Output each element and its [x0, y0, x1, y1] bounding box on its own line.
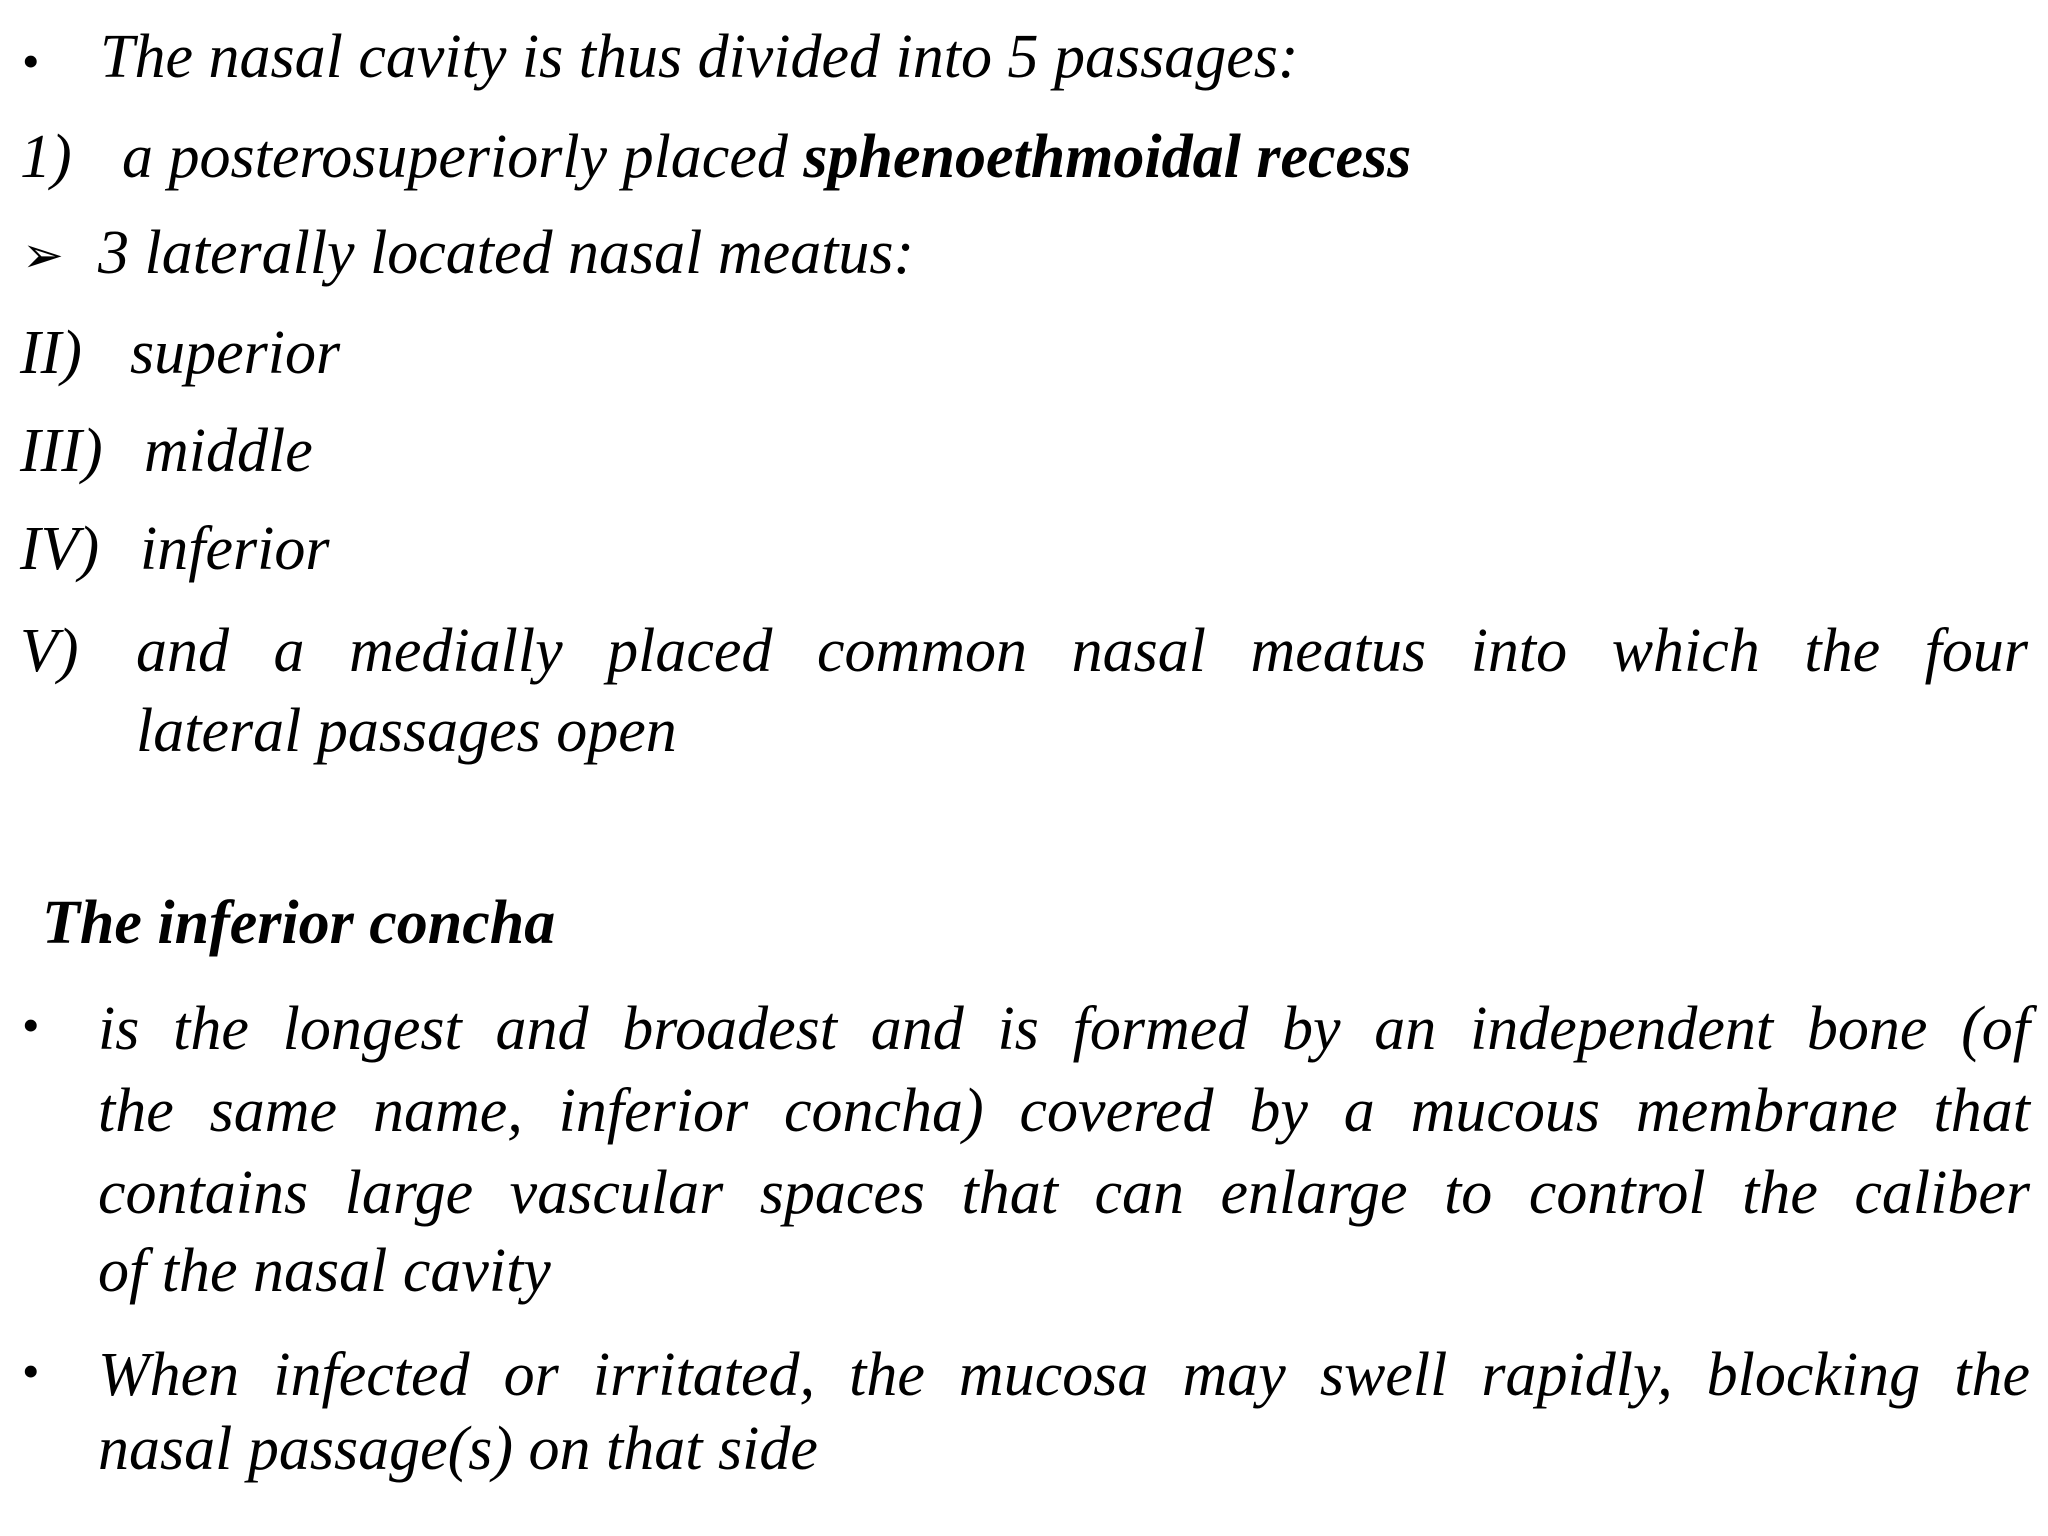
- item-1-bold-term: sphenoethmoidal recess: [803, 123, 1412, 191]
- intro-text: The nasal cavity is thus divided into 5 passages:: [100, 23, 1299, 91]
- arrow-bullet-icon: ➢: [22, 227, 64, 283]
- roman-item-superior: superior: [130, 319, 341, 387]
- roman-marker-iv: IV): [20, 515, 100, 583]
- roman-marker-iii: III): [20, 417, 103, 485]
- roman-item-middle: middle: [144, 417, 313, 485]
- meatus-header-text: 3 laterally located nasal meatus:: [98, 219, 915, 287]
- concha-bullet-1-line-3: contains large vascular spaces that can enlarge to control the caliber: [98, 1159, 2030, 1227]
- concha-bullet-2-line-1: When infected or irritated, the mucosa may swell rapidly, blocking the: [98, 1341, 2030, 1409]
- bullet-dot-icon: •: [22, 1343, 40, 1399]
- concha-bullet-1-line-4: of the nasal cavity: [98, 1237, 551, 1305]
- concha-bullet-1-line-2: the same name, inferior concha) covered by a mucous membrane that: [98, 1077, 2030, 1145]
- item-marker-1: 1): [20, 123, 72, 191]
- item-5-line-2: lateral passages open: [136, 697, 677, 765]
- roman-item-inferior: inferior: [140, 515, 330, 583]
- item-5-line-1: and a medially placed common nasal meatus into which the four: [136, 617, 2028, 685]
- item-1-text: [122, 123, 1412, 191]
- concha-bullet-2-line-2: nasal passage(s) on that side: [98, 1415, 818, 1483]
- section-heading: The inferior concha: [42, 889, 556, 957]
- bullet-dot-icon: •: [22, 33, 40, 89]
- concha-bullet-1-line-1: is the longest and broadest and is formed by an independent bone (of: [98, 995, 2030, 1063]
- roman-marker-ii: II): [20, 319, 82, 387]
- item-1-plain: a posterosuperiorly placed: [122, 123, 804, 191]
- roman-marker-v: V): [20, 617, 79, 685]
- bullet-dot-icon: •: [22, 997, 40, 1053]
